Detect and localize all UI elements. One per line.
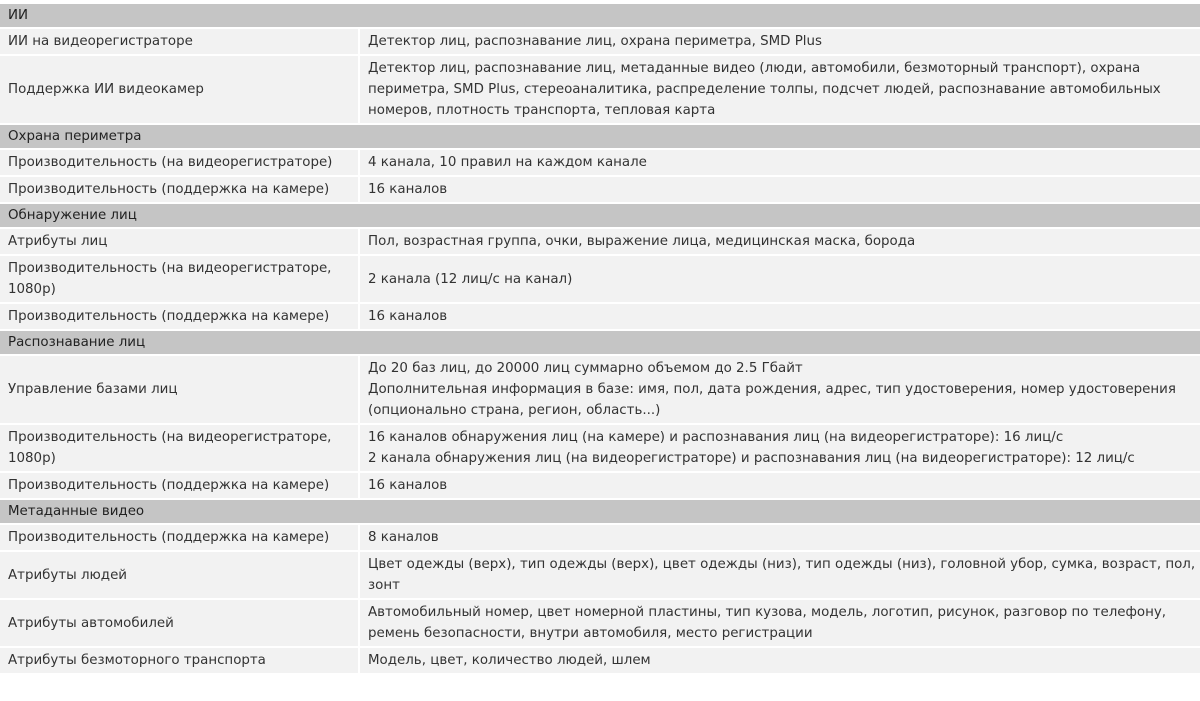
row-value: Пол, возрастная группа, очки, выражение лица, медицинская маска, борода [360, 229, 1200, 254]
table-row [0, 473, 1200, 498]
section-title: Распознавание лиц [0, 331, 1200, 354]
table-row [0, 648, 1200, 673]
row-value [360, 356, 1200, 423]
table-row [0, 177, 1200, 202]
row-value [360, 425, 1200, 471]
row-label: Атрибуты лиц [0, 229, 360, 254]
row-value: Модель, цвет, количество людей, шлем [360, 648, 1200, 673]
table-row [0, 229, 1200, 254]
row-value: 16 каналов [360, 177, 1200, 202]
section-title: ИИ [0, 4, 1200, 27]
table-row [0, 552, 1200, 598]
row-label: Производительность (поддержка на камере) [0, 177, 360, 202]
row-label: Производительность (на видеорегистраторе, 1080p) [0, 256, 360, 302]
row-value: Цвет одежды (верх), тип одежды (верх), цвет одежды (низ), тип одежды (низ), головной убор, сумка, возраст, пол, зонт [360, 552, 1200, 598]
row-value: Детектор лиц, распознавание лиц, метаданные видео (люди, автомобили, безмоторный транспорт), охрана периметра, SMD Plus, стереоаналитика, распределение толпы, подсчет людей, распознавание автомобильных номеров, плотность транспорта, тепловая карта [360, 56, 1200, 123]
section-title: Охрана периметра [0, 125, 1200, 148]
section-title: Метаданные видео [0, 500, 1200, 523]
section-header-ai [0, 4, 1200, 27]
section-header-face-recognition [0, 331, 1200, 354]
table-row [0, 356, 1200, 423]
row-label: Производительность (поддержка на камере) [0, 473, 360, 498]
section-title: Обнаружение лиц [0, 204, 1200, 227]
row-value-line: До 20 баз лиц, до 20000 лиц суммарно объемом до 2.5 Гбайт [368, 361, 803, 376]
table-row [0, 600, 1200, 646]
row-value: 16 каналов [360, 304, 1200, 329]
row-value-line: 2 канала обнаружения лиц (на видеорегистраторе) и распознавания лиц (на видеорегистраторе): 12 лиц/с [368, 451, 1135, 466]
row-value: Автомобильный номер, цвет номерной пластины, тип кузова, модель, логотип, рисунок, разговор по телефону, ремень безопасности, внутри автомобиля, место регистрации [360, 600, 1200, 646]
table-row [0, 304, 1200, 329]
row-value: Детектор лиц, распознавание лиц, охрана периметра, SMD Plus [360, 29, 1200, 54]
table-row [0, 425, 1200, 471]
table-row [0, 29, 1200, 54]
row-value-line: Дополнительная информация в базе: имя, пол, дата рождения, адрес, тип удостоверения, номер удостоверения (опционально страна, регион, область...) [368, 382, 1176, 418]
section-header-perimeter [0, 125, 1200, 148]
row-label: ИИ на видеорегистраторе [0, 29, 360, 54]
row-value-line: 16 каналов обнаружения лиц (на камере) и распознавания лиц (на видеорегистраторе): 16 лиц/с [368, 430, 1064, 445]
row-label: Производительность (на видеорегистраторе, 1080p) [0, 425, 360, 471]
row-value: 4 канала, 10 правил на каждом канале [360, 150, 1200, 175]
row-label: Производительность (на видеорегистраторе) [0, 150, 360, 175]
row-value: 16 каналов [360, 473, 1200, 498]
row-label: Атрибуты безмоторного транспорта [0, 648, 360, 673]
spec-table [0, 2, 1200, 675]
row-label: Производительность (поддержка на камере) [0, 304, 360, 329]
table-row [0, 150, 1200, 175]
row-value: 2 канала (12 лиц/с на канал) [360, 256, 1200, 302]
section-header-video-metadata [0, 500, 1200, 523]
row-label: Поддержка ИИ видеокамер [0, 56, 360, 123]
table-row [0, 525, 1200, 550]
row-value: 8 каналов [360, 525, 1200, 550]
row-label: Управление базами лиц [0, 356, 360, 423]
table-row [0, 256, 1200, 302]
table-row [0, 56, 1200, 123]
row-label: Атрибуты людей [0, 552, 360, 598]
row-label: Производительность (поддержка на камере) [0, 525, 360, 550]
section-header-face-detection [0, 204, 1200, 227]
row-label: Атрибуты автомобилей [0, 600, 360, 646]
